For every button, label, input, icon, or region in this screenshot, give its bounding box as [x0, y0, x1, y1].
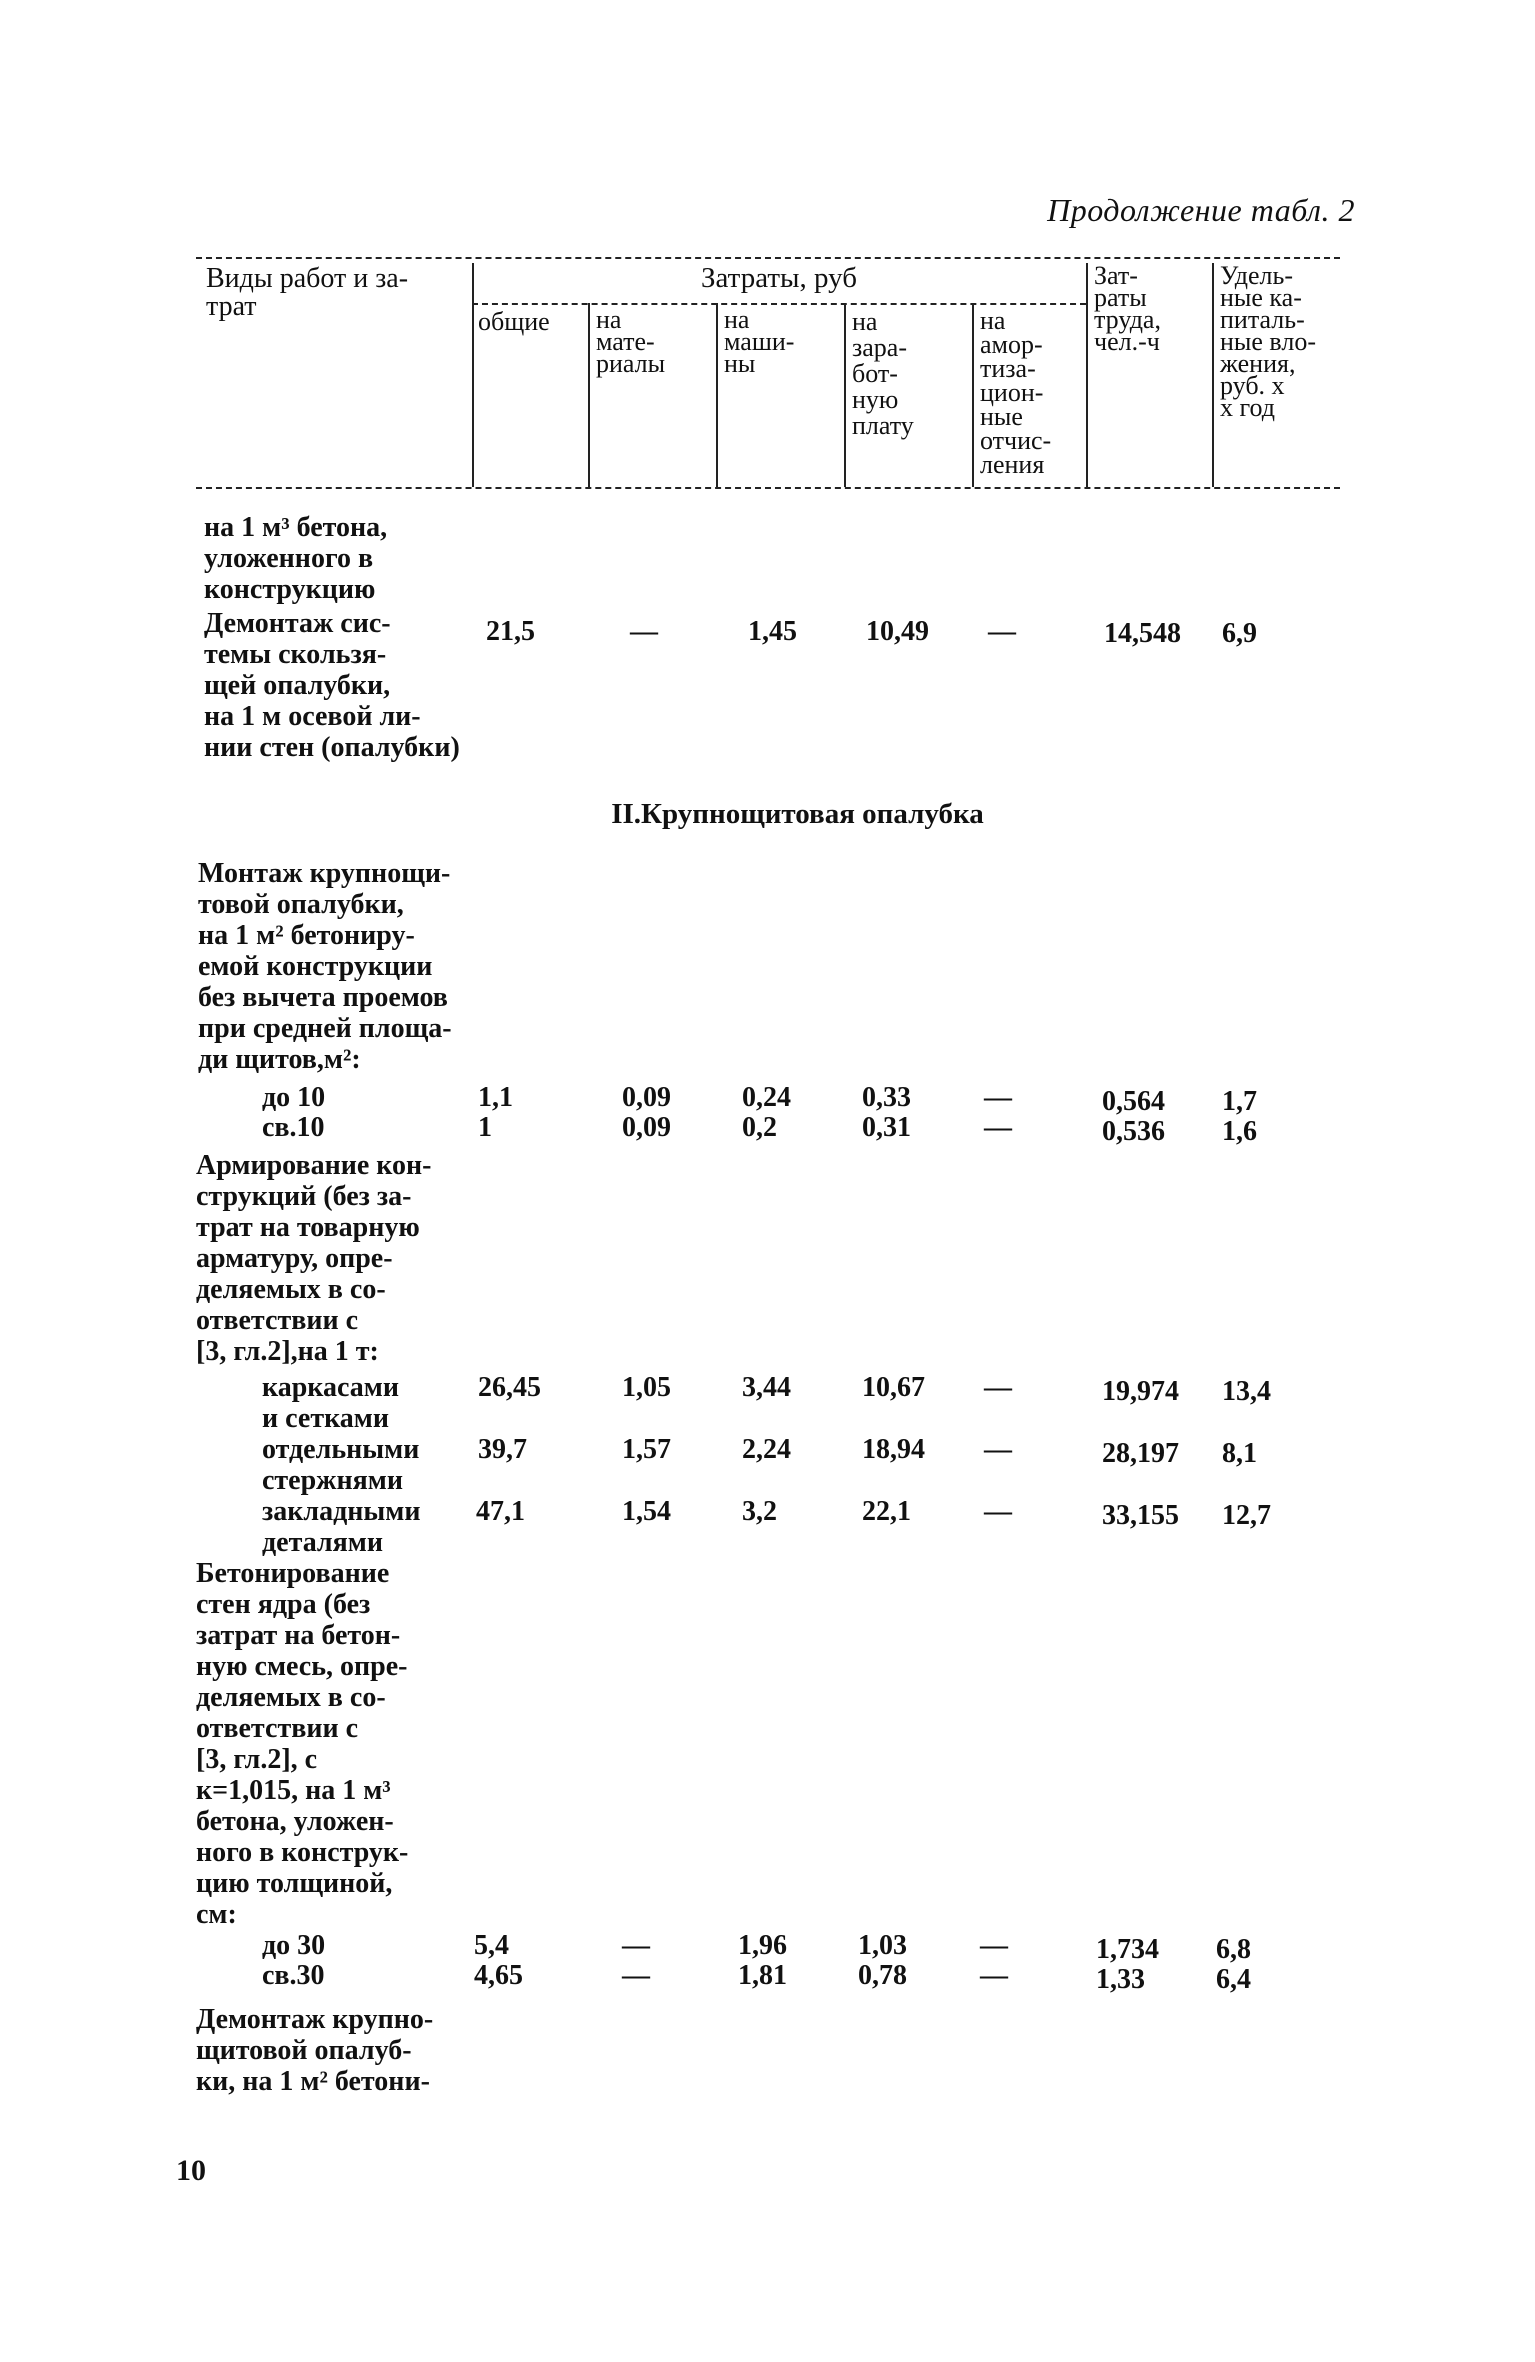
row-description: Демонтаж крупно- щитовой опалуб- ки, на 1 м² бетони- — [196, 2004, 434, 2097]
section-title: II.Крупнощитовая опалубка — [611, 798, 984, 830]
table-row — [0, 1496, 1535, 1560]
table-row — [0, 1960, 1535, 1995]
cell-materials: 1,57 — [622, 1434, 671, 1465]
header-machines: на маши- ны — [724, 305, 795, 378]
table-row — [0, 858, 1535, 1078]
cell-investments: 1,6 — [1222, 1116, 1257, 1147]
cell-investments: 6,9 — [1222, 618, 1257, 649]
cell-total: 5,4 — [474, 1930, 509, 1961]
cell-machines: 1,81 — [738, 1960, 787, 1991]
cell-machines: 0,24 — [742, 1082, 791, 1113]
cell-total: 1 — [478, 1112, 492, 1143]
cell-wages: 22,1 — [862, 1496, 911, 1527]
table-row — [0, 1150, 1535, 1370]
cell-investments: 8,1 — [1222, 1438, 1257, 1469]
header-labor: Зат- раты труда, чел.-ч — [1094, 261, 1161, 356]
cell-wages: 18,94 — [862, 1434, 925, 1465]
row-description: на 1 м³ бетона, уложенного в конструкцию — [204, 512, 388, 605]
cell-materials: 1,05 — [622, 1372, 671, 1403]
cell-depreciation: — — [984, 1496, 1012, 1527]
cell-total: 47,1 — [476, 1496, 525, 1527]
cell-machines: 3,2 — [742, 1496, 777, 1527]
table-row — [0, 1558, 1535, 1938]
header-wages: на зара- бот- ную плату — [852, 307, 914, 440]
cell-depreciation: — — [980, 1960, 1008, 1991]
cell-labor: 14,548 — [1104, 618, 1181, 649]
cell-depreciation: — — [984, 1434, 1012, 1465]
cell-labor: 19,974 — [1102, 1376, 1179, 1407]
row-description: закладными деталями — [262, 1496, 421, 1558]
row-description: Монтаж крупнощи- товой опалубки, на 1 м² бетониру- емой конструкции без вычета проемов при средней площа- ди щитов,м²: — [198, 858, 452, 1075]
table-row — [0, 608, 1535, 768]
row-description: отдельными стержнями — [262, 1434, 420, 1496]
table-row — [0, 1082, 1535, 1117]
cell-investments: 13,4 — [1222, 1376, 1271, 1407]
page-number: 10 — [176, 2154, 206, 2187]
cell-depreciation: — — [988, 616, 1016, 647]
row-description: св.30 — [262, 1960, 325, 1991]
cell-machines: 1,96 — [738, 1930, 787, 1961]
cell-labor: 1,33 — [1096, 1964, 1145, 1995]
row-description: Демонтаж сис- темы скользя- щей опалубки, на 1 м осевой ли- нии стен (опалубки) — [204, 608, 460, 763]
cell-wages: 0,78 — [858, 1960, 907, 1991]
cell-materials: 0,09 — [622, 1112, 671, 1143]
cell-labor: 0,536 — [1102, 1116, 1165, 1147]
cell-labor: 28,197 — [1102, 1438, 1179, 1469]
cell-wages: 0,31 — [862, 1112, 911, 1143]
cell-investments: 6,4 — [1216, 1964, 1251, 1995]
cell-total: 21,5 — [486, 616, 535, 647]
header-costs-group: Затраты, руб — [701, 262, 857, 294]
cell-materials: — — [622, 1930, 650, 1961]
cell-labor: 33,155 — [1102, 1500, 1179, 1531]
cell-total: 39,7 — [478, 1434, 527, 1465]
cell-total: 1,1 — [478, 1082, 513, 1113]
header-work-type: Виды работ и за- трат — [206, 263, 409, 322]
cell-depreciation: — — [980, 1930, 1008, 1961]
cell-investments: 12,7 — [1222, 1500, 1271, 1531]
cell-machines: 2,24 — [742, 1434, 791, 1465]
table-header — [196, 257, 1340, 489]
cell-machines: 1,45 — [748, 616, 797, 647]
cell-depreciation: — — [984, 1112, 1012, 1143]
cell-labor: 0,564 — [1102, 1086, 1165, 1117]
cell-depreciation: — — [984, 1372, 1012, 1403]
cell-wages: 1,03 — [858, 1930, 907, 1961]
cell-machines: 3,44 — [742, 1372, 791, 1403]
header-total: общие — [478, 307, 550, 336]
table-row — [0, 512, 1535, 612]
cell-materials: — — [630, 616, 658, 647]
row-description: до 30 — [262, 1930, 326, 1961]
row-description: до 10 — [262, 1082, 326, 1113]
row-description: св.10 — [262, 1112, 325, 1143]
cell-investments: 1,7 — [1222, 1086, 1257, 1117]
table-row — [0, 1112, 1535, 1147]
cell-total: 4,65 — [474, 1960, 523, 1991]
table-row — [0, 1434, 1535, 1498]
header-investments: Удель- ные ка- питаль- ные вло- жения, руб. х х год — [1220, 261, 1316, 422]
cell-materials: — — [622, 1960, 650, 1991]
cell-materials: 1,54 — [622, 1496, 671, 1527]
cell-total: 26,45 — [478, 1372, 541, 1403]
cell-labor: 1,734 — [1096, 1934, 1159, 1965]
cell-materials: 0,09 — [622, 1082, 671, 1113]
continuation-label: Продолжение табл. 2 — [1047, 192, 1355, 228]
cell-wages: 0,33 — [862, 1082, 911, 1113]
row-description: Армирование кон- струкций (без за- трат на товарную арматуру, опре- деляемых в со- ответствии с [3, гл.2],на 1 т: — [196, 1150, 432, 1367]
table-row — [0, 2004, 1535, 2104]
header-depreciation: на амор- тиза- цион- ные отчис- ления — [980, 306, 1052, 479]
cell-depreciation: — — [984, 1082, 1012, 1113]
row-description: Бетонирование стен ядра (без затрат на бетон- ную смесь, опре- деляемых в со- ответствии с [3, гл.2], с к=1,015, на 1 м³ бетона, уложен- ного в конструк- цию толщиной, см: — [196, 1558, 409, 1930]
table-row — [0, 1930, 1535, 1965]
table-row — [0, 1372, 1535, 1436]
cell-investments: 6,8 — [1216, 1934, 1251, 1965]
cell-machines: 0,2 — [742, 1112, 777, 1143]
header-materials: на мате- риалы — [596, 305, 666, 378]
cell-wages: 10,67 — [862, 1372, 925, 1403]
cell-wages: 10,49 — [866, 616, 929, 647]
row-description: каркасами и сетками — [262, 1372, 399, 1434]
